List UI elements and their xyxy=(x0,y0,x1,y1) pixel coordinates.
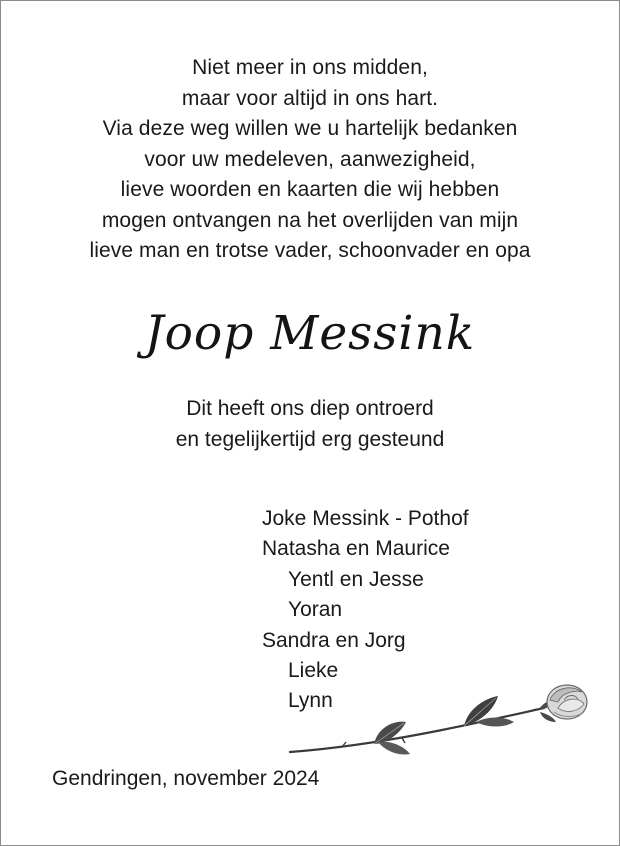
thanks-line: en tegelijkertijd erg gesteund xyxy=(175,427,445,451)
family-member: Yoran xyxy=(288,598,343,622)
intro-line: lieve man en trotse vader, schoonvader en opa xyxy=(89,239,531,262)
thanks-line: Dit heeft ons diep ontroerd xyxy=(186,397,434,420)
family-member: Lieke xyxy=(288,659,339,683)
intro-line: Niet meer in ons midden, xyxy=(192,56,428,79)
intro-line: Via deze weg willen we u hartelijk bedanken xyxy=(102,117,518,140)
family-member: Yentl en Jesse xyxy=(288,567,424,591)
family-member: Natasha en Maurice xyxy=(262,537,450,561)
deceased-name: Joop Messink xyxy=(144,306,476,361)
family-member: Lynn xyxy=(288,689,333,713)
family-member: Joke Messink - Pothof xyxy=(262,507,469,530)
intro-line: lieve woorden en kaarten die wij hebben xyxy=(120,178,500,201)
intro-line: maar voor altijd in ons hart. xyxy=(181,86,439,110)
intro-line: mogen ontvangen na het overlijden van mijn xyxy=(101,208,519,232)
place-date: Gendringen, november 2024 xyxy=(52,767,320,790)
rose-icon xyxy=(282,678,594,764)
family-member: Sandra en Jorg xyxy=(262,628,406,652)
intro-text xyxy=(0,53,620,267)
thanks-text xyxy=(0,394,620,455)
intro-line: voor uw medeleven, aanwezigheid, xyxy=(144,147,476,171)
